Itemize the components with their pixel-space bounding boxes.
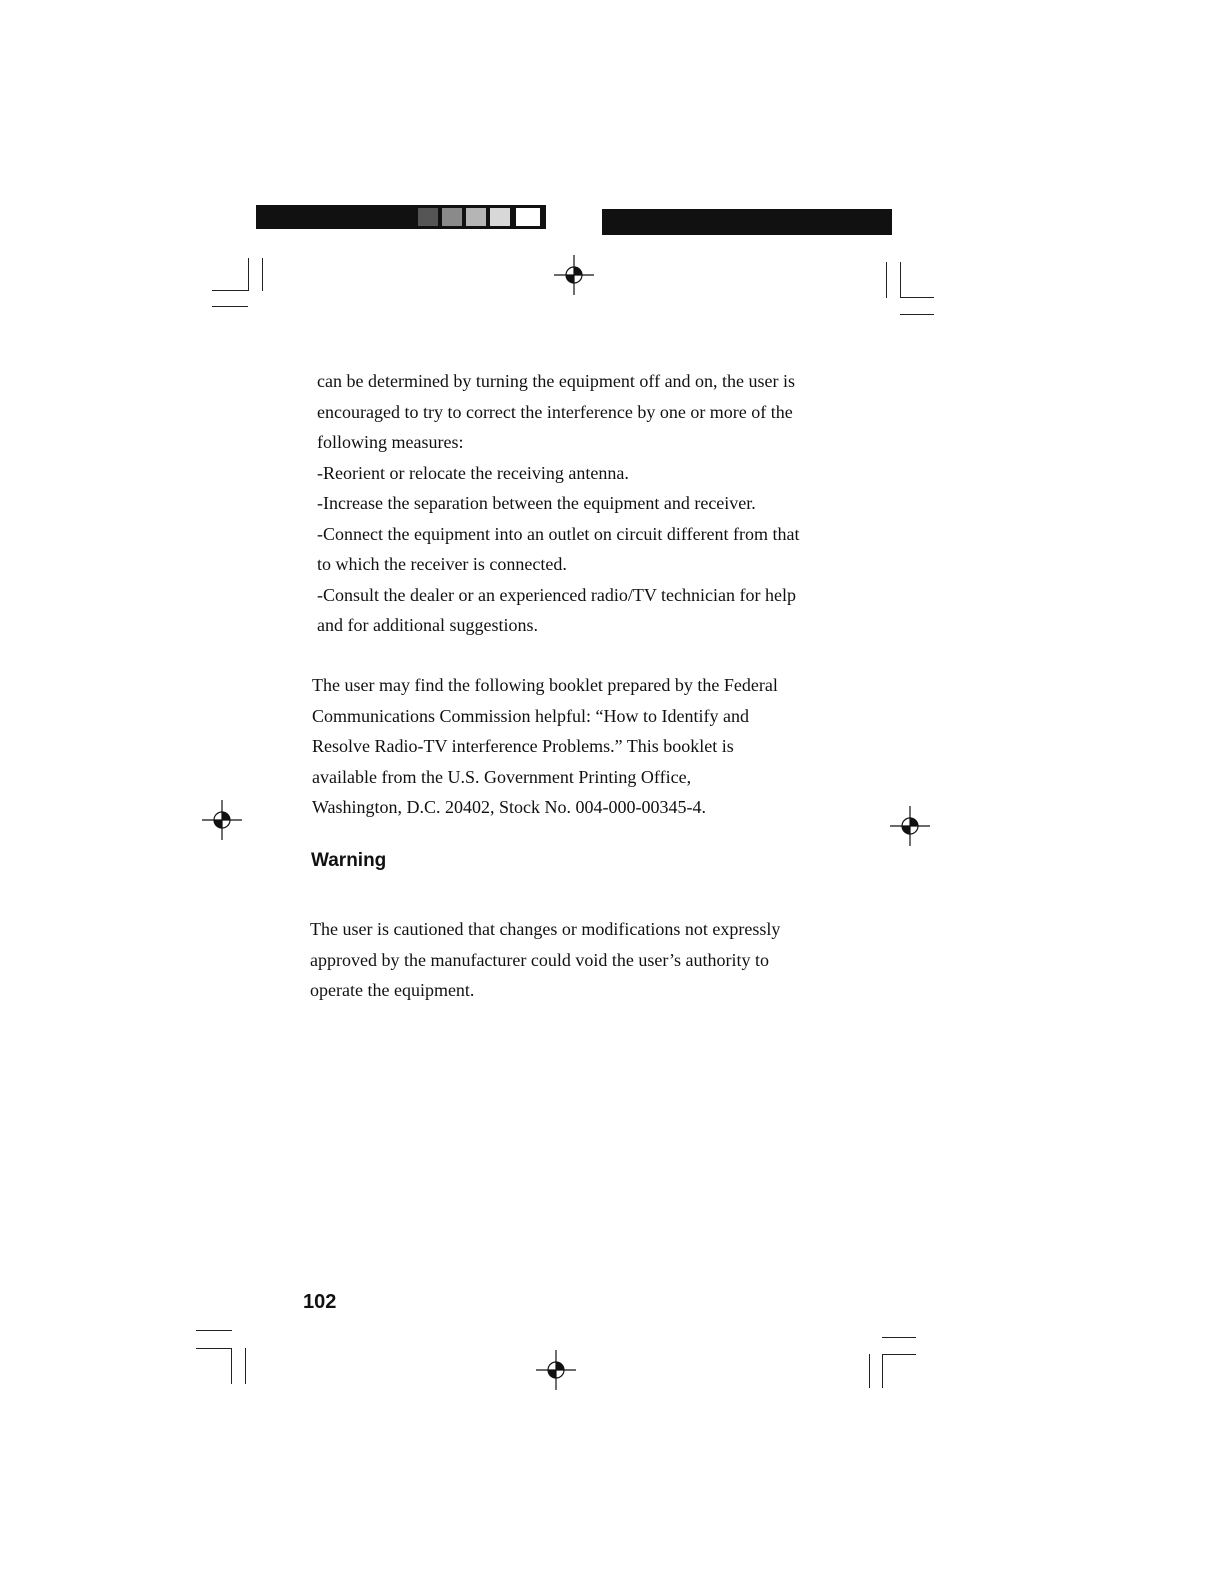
crop-mark-bl-v1 [231, 1348, 232, 1384]
header-shade-5 [516, 208, 540, 226]
crop-mark-bl-v2 [245, 1348, 246, 1384]
crop-mark-tl-v2 [262, 258, 263, 291]
registration-mark-top-icon [554, 255, 594, 295]
text-line: -Consult the dealer or an experienced radio/TV technician for help [317, 584, 796, 605]
crop-mark-tl-h [212, 290, 248, 291]
text-line: -Reorient or relocate the receiving antenna. [317, 462, 629, 483]
header-bar-right [602, 209, 892, 235]
crop-mark-bl-h [196, 1348, 232, 1349]
crop-mark-br-v2 [882, 1354, 883, 1388]
registration-mark-bottom-icon [536, 1350, 576, 1390]
crop-mark-bl-h2 [196, 1330, 232, 1331]
text-line: following measures: [317, 432, 464, 452]
registration-mark-right-icon [890, 806, 930, 846]
text-line: The user is cautioned that changes or modifications not expressly [310, 919, 781, 939]
text-line: Communications Commission helpful: “How to Identify and [312, 705, 749, 726]
crop-mark-br-h2 [882, 1337, 916, 1338]
crop-mark-tl-v1 [248, 258, 249, 291]
header-bar-left [256, 205, 546, 229]
text-line: operate the equipment. [310, 980, 475, 1000]
registration-mark-left-icon [202, 800, 242, 840]
text-line: and for additional suggestions. [317, 615, 538, 635]
warning-heading: Warning [311, 850, 387, 871]
crop-mark-tr-v1 [886, 262, 887, 298]
crop-mark-tl-h2 [212, 306, 248, 307]
text-line: approved by the manufacturer could void the user’s authority to [310, 949, 770, 970]
text-line: encouraged to try to correct the interference by one or more of the [317, 401, 793, 422]
crop-mark-br-v1 [869, 1354, 870, 1388]
fcc-booklet-paragraph [312, 670, 872, 823]
warning-paragraph [310, 914, 870, 1006]
text-line: The user may find the following booklet prepared by the Federal [312, 675, 778, 695]
text-line: Resolve Radio-TV interference Problems.” This booklet is [312, 736, 734, 756]
crop-mark-br-h [882, 1354, 916, 1355]
text-line: can be determined by turning the equipment off and on, the user is [317, 371, 796, 391]
header-shade-3 [466, 208, 486, 226]
interference-measures-text [317, 366, 877, 641]
page-number: 102 [303, 1291, 337, 1313]
text-line: Washington, D.C. 20402, Stock No. 004-000-00345-4. [312, 797, 707, 817]
crop-mark-tr-h [900, 297, 934, 298]
text-line: -Connect the equipment into an outlet on circuit different from that [317, 523, 800, 544]
text-line: to which the receiver is connected. [317, 554, 567, 574]
header-shade-4 [490, 208, 510, 226]
text-line: -Increase the separation between the equipment and receiver. [317, 493, 756, 513]
crop-mark-tr-h2 [900, 314, 934, 315]
text-line: available from the U.S. Government Printing Office, [312, 766, 692, 787]
header-shade-2 [442, 208, 462, 226]
header-shade-1 [418, 208, 438, 226]
crop-mark-tr-v2 [900, 262, 901, 298]
